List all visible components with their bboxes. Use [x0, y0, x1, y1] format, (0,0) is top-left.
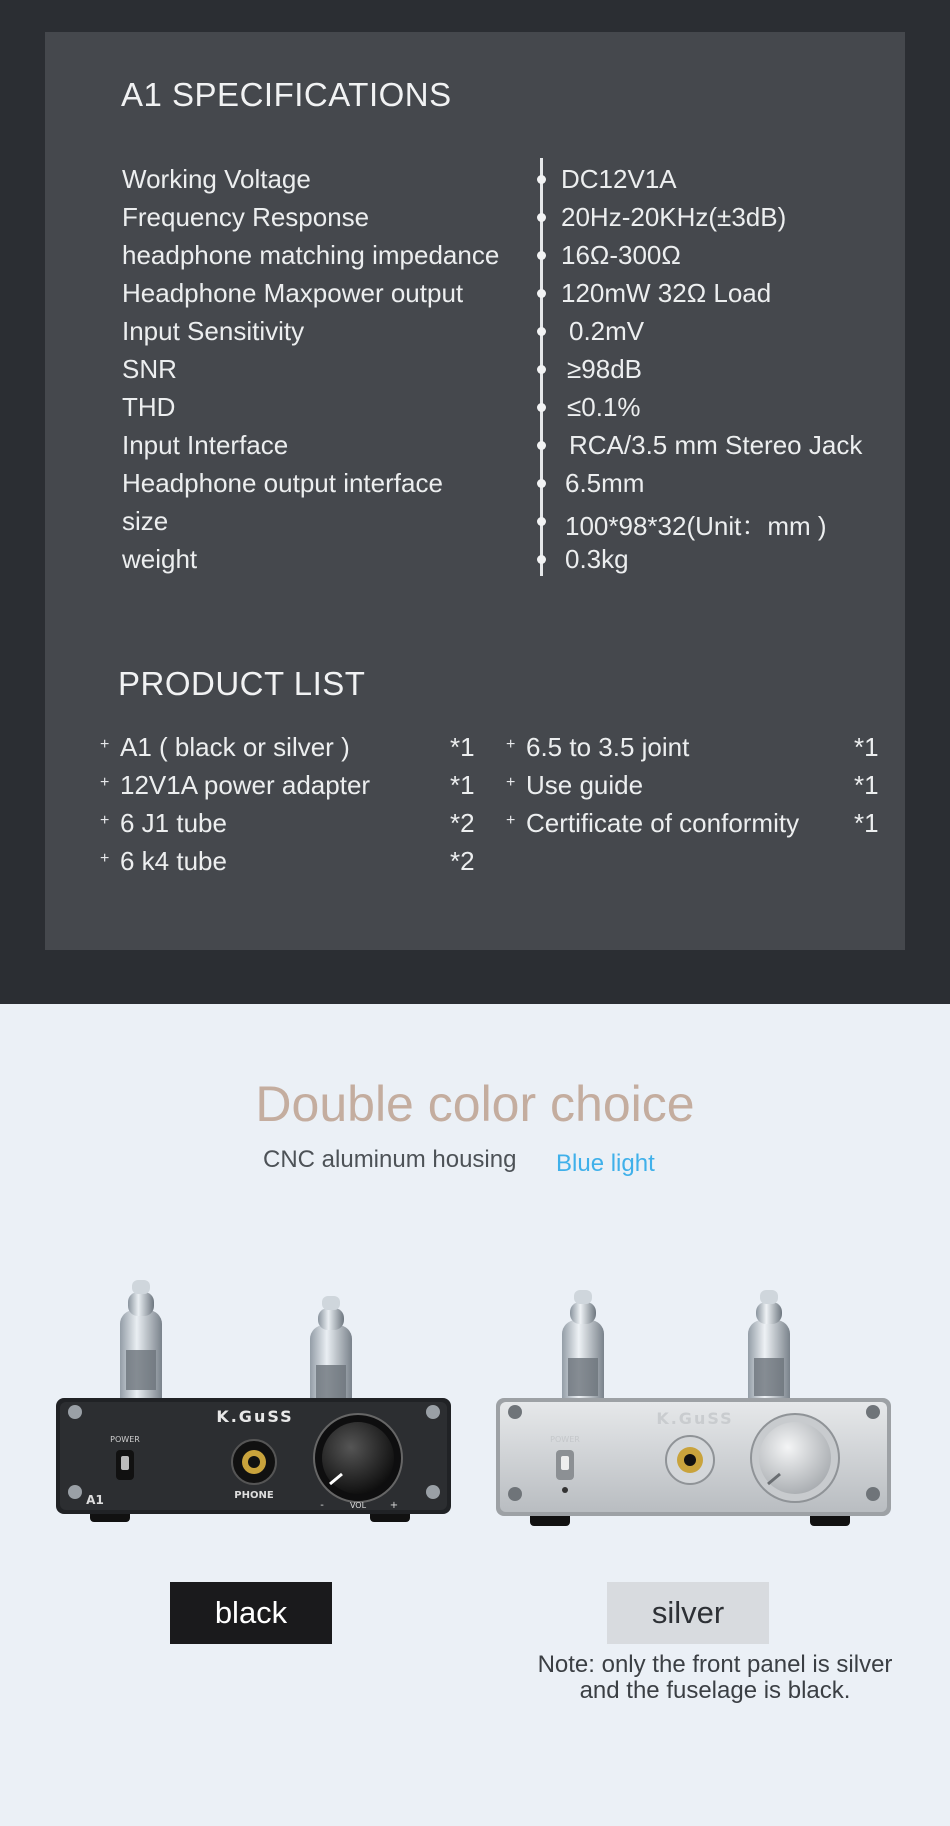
color-note [500, 1652, 930, 1704]
plus-icon: + [100, 812, 110, 829]
silver-amplifier-image [490, 1280, 910, 1540]
spec-value: ≥98dB [567, 354, 642, 384]
spec-row [0, 198, 950, 236]
black-amp-vol-minus: - [320, 1500, 324, 1511]
product-list-item [100, 806, 500, 844]
note-line-1: Note: only the front panel is silver [537, 1651, 893, 1678]
color-choice-title: Double color choice [255, 1076, 695, 1132]
product-item-quantity: *2 [450, 808, 475, 838]
black-amp-vol-label: VOL [349, 1501, 367, 1510]
plus-icon: + [506, 736, 516, 753]
color-choice-subtitle: CNC aluminum housing [263, 1146, 517, 1173]
spec-row [0, 426, 950, 464]
spec-bullet-icon [537, 175, 546, 184]
spec-value: 0.3kg [565, 544, 629, 574]
spec-bullet-icon [537, 403, 546, 412]
plus-icon: + [100, 850, 110, 867]
spec-row [0, 236, 950, 274]
spec-row [0, 388, 950, 426]
spec-row [0, 160, 950, 198]
silver-color-label: silver [607, 1582, 769, 1644]
product-list-title: PRODUCT LIST [118, 665, 366, 702]
spec-bullet-icon [537, 289, 546, 298]
spec-label: Input Sensitivity [122, 316, 305, 346]
silver-amp-brand-logo: K.GuSS [656, 1409, 734, 1428]
product-list-item [506, 806, 906, 844]
plus-icon: + [100, 774, 110, 791]
spec-bullet-icon [537, 327, 546, 336]
spec-bullet-icon [537, 555, 546, 564]
product-item-quantity: *1 [854, 732, 879, 762]
product-item-quantity: *1 [450, 732, 475, 762]
blue-light-label: Blue light [556, 1150, 655, 1177]
spec-value: 120mW 32Ω Load [561, 278, 772, 308]
product-item-name: 6.5 to 3.5 joint [526, 732, 690, 762]
spec-label: Working Voltage [122, 164, 311, 194]
spec-value: 20Hz-20KHz(±3dB) [561, 202, 787, 232]
silver-amp-power-label: POWER [550, 1435, 580, 1444]
spec-bullet-icon [537, 365, 546, 374]
specifications-title: A1 SPECIFICATIONS [121, 76, 452, 113]
spec-value: 100*98*32(Unit：mm ) [565, 511, 827, 541]
spec-label: Headphone output interface [122, 468, 443, 498]
spec-value: 6.5mm [565, 468, 645, 498]
product-list-item [506, 768, 906, 806]
spec-row [0, 274, 950, 312]
black-color-label: black [170, 1582, 332, 1644]
product-item-name: A1 ( black or silver ) [120, 732, 350, 762]
spec-bullet-icon [537, 441, 546, 450]
black-amp-model-label: A1 [86, 1493, 104, 1507]
spec-label: SNR [122, 354, 177, 384]
product-item-name: 6 J1 tube [120, 808, 227, 838]
spec-value: RCA/3.5 mm Stereo Jack [569, 430, 863, 460]
spec-label: weight [122, 544, 198, 574]
spec-label: Input Interface [122, 430, 289, 460]
spec-bullet-icon [537, 213, 546, 222]
black-amplifier-image [50, 1280, 470, 1540]
plus-icon: + [506, 812, 516, 829]
spec-value: 16Ω-300Ω [561, 240, 681, 270]
black-amp-power-label: POWER [110, 1435, 140, 1444]
product-item-name: Certificate of conformity [526, 808, 800, 838]
spec-row [0, 312, 950, 350]
spec-bullet-icon [537, 251, 546, 260]
product-list-item [506, 730, 906, 768]
spec-row [0, 350, 950, 388]
black-amp-vol-plus: + [389, 1500, 399, 1511]
product-item-quantity: *1 [450, 770, 475, 800]
product-item-quantity: *1 [854, 770, 879, 800]
plus-icon: + [100, 736, 110, 753]
spec-row [0, 502, 950, 540]
spec-label: size [122, 506, 169, 536]
product-item-quantity: *2 [450, 846, 475, 876]
spec-value: DC12V1A [561, 164, 677, 194]
product-item-name: Use guide [526, 770, 644, 800]
product-item-name: 12V1A power adapter [120, 770, 371, 800]
plus-icon: + [506, 774, 516, 791]
spec-label: Frequency Response [122, 202, 370, 232]
product-list-item [100, 730, 500, 768]
product-list-item [100, 844, 500, 882]
spec-label: headphone matching impedance [122, 240, 500, 270]
spec-bullet-icon [537, 517, 546, 526]
product-item-name: 6 k4 tube [120, 846, 227, 876]
note-line-2: and the fuselage is black. [579, 1677, 851, 1704]
spec-row [0, 540, 950, 578]
spec-label: THD [122, 392, 176, 422]
black-amp-brand-logo: K.GuSS [216, 1407, 294, 1426]
black-amp-phone-label: PHONE [234, 1490, 274, 1501]
spec-row [0, 464, 950, 502]
product-list-item [100, 768, 500, 806]
spec-value: 0.2mV [569, 316, 645, 346]
spec-bullet-icon [537, 479, 546, 488]
spec-label: Headphone Maxpower output [122, 278, 464, 308]
spec-value: ≤0.1% [567, 392, 641, 422]
product-item-quantity: *1 [854, 808, 879, 838]
